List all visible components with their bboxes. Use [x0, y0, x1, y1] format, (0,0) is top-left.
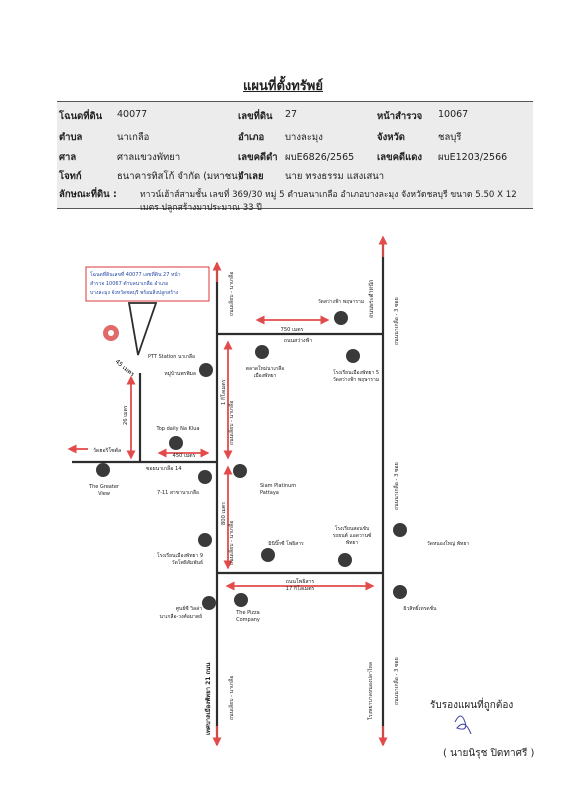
road-left-bottom-cap: เทศบาลเมืองพัทยา 21 ถนน — [205, 662, 212, 735]
lm-center2: นาเกลือ-วงศ์อมาตย์ — [159, 614, 202, 620]
survey-label: หน้าสำรวจ — [377, 111, 423, 122]
red-case-label: เลขคดีแดง — [377, 152, 423, 163]
lm-ptt: PTT Station นาเกลือ — [147, 354, 195, 360]
lm-greater: The Greater — [89, 484, 119, 490]
landno-label: เลขที่ดิน — [238, 111, 273, 122]
pizza-icon — [234, 593, 248, 607]
lm-school9: โรงเรียนเมืองพัทยา 9 — [156, 553, 203, 559]
driving-school-icon — [338, 553, 352, 567]
survey-value: 10067 — [438, 109, 469, 120]
defendant-value: นาย ทรงธรรม แสงเสนา — [285, 171, 385, 182]
amphoe-value: บางละมุง — [285, 132, 323, 143]
feature-label: ลักษณะที่ดิน : — [59, 189, 117, 200]
school-icon-2 — [198, 533, 212, 547]
lm-siam2: Pattaya — [260, 490, 279, 496]
market-icon — [255, 345, 269, 359]
lm-wat-yai: วัดหนองใหญ่ พัทยา — [426, 541, 470, 547]
shop-icon — [169, 436, 183, 450]
road-right-bot2-label: โรงพยาบาลหนองปลาไหล — [368, 661, 374, 720]
callout-line-2: สำรวจ 10067 ตำบลนาเกลือ อำเภอ — [90, 281, 169, 287]
feature-line-2: เมตร ปลูกสร้างมาประมาณ 33 ปี — [140, 203, 262, 213]
school-icon — [346, 349, 360, 363]
dist-800-label: 800 เมตร — [221, 502, 227, 525]
signer-name: ( นายนิรุช ปิดทาศรี ) — [443, 748, 535, 759]
lm-topdaily: Top daily Na Klua — [156, 426, 200, 432]
road-left-mid-label: ถนนเลียบ - นาเกลือ — [229, 400, 235, 445]
page-title: แผนที่ตั้งทรัพย์ — [243, 79, 323, 94]
lm-anuban: โรงเรียนสอนขับ — [334, 526, 370, 532]
dist-45-label: 45 เมตร — [113, 358, 136, 379]
road-right-top-label: ถนนพระตำหนัก — [369, 279, 375, 318]
lm-school: โรงเรียนเมืองพัทยา 5 — [332, 370, 380, 376]
lm-music: ผิวสิทธิ์เทรดชั่น — [403, 606, 437, 612]
residence-icon — [202, 596, 216, 610]
building-icon — [96, 463, 110, 477]
dist-1km-label: 1 กิโลเมตร — [221, 379, 227, 405]
tambon-value: นาเกลือ — [117, 132, 150, 143]
lm-market2: เมืองพัทยา — [253, 373, 277, 379]
court-label: ศาล — [59, 152, 77, 163]
temple-icon — [334, 311, 348, 325]
black-case-value: ผบE6826/2565 — [285, 152, 355, 163]
black-case-label: เลขคดีดำ — [238, 152, 278, 163]
certify-text: รับรองแผนที่ถูกต้อง — [430, 700, 514, 711]
red-case-value: ผบE1203/2566 — [438, 152, 508, 163]
lm-anuban3: พัทยา — [345, 540, 359, 546]
road-right-bot-label: ถนนนาเกลือ - 3 ซอย — [394, 657, 400, 705]
lm-center: ศูนย์ซี วิลล่า — [175, 606, 202, 612]
supermarket-icon — [261, 548, 275, 562]
signature-scribble — [455, 716, 471, 734]
store-icon — [198, 470, 212, 484]
landno-value: 27 — [285, 109, 298, 120]
dist-750-label: 750 เมตร — [280, 327, 304, 333]
road-left-mid2-label: ถนนเลียบ - นาเกลือ — [229, 520, 235, 565]
road-left-end-label: วัดฮอริโซตัล — [93, 448, 122, 454]
amphoe-label: อำเภอ — [238, 132, 265, 143]
lm-school9b: วัดโพธิสัมพันธ์ — [171, 560, 203, 566]
temple-icon-2 — [393, 523, 407, 537]
lm-siam: Siam Platinum — [260, 483, 297, 489]
deed-value: 40077 — [117, 109, 148, 120]
feature-line-1: ทาวน์เฮ้าส์สามชั้น เลขที่ 369/30 หมู่ 5 ตำบลนาเกลือ อำเภอบางละมุง จังหวัดชลบุรี ขนาด 5.50 X 12 — [140, 190, 517, 200]
lm-village: หมู่บ้านพรพิมล — [164, 371, 196, 377]
property-wedge — [129, 303, 156, 355]
plaintiff-value: ธนาคารทิสโก้ จำกัด (มหาชน) — [117, 171, 242, 182]
lm-711: 7-11 สาขานาเกลือ — [156, 490, 199, 496]
province-value: ชลบุรี — [438, 132, 462, 143]
court-value: ศาลแขวงพัทยา — [117, 152, 181, 163]
callout-line-3: บางละมุง จังหวัดชลบุรี พร้อมสิ่งปลูกสร้าง — [90, 290, 179, 296]
gas-station-icon — [199, 363, 213, 377]
lm-market: ตลาดใหม่นาเกลือ — [245, 366, 285, 372]
lm-pizza2: Company — [236, 617, 260, 623]
music-icon — [393, 585, 407, 599]
callout-line-1: โฉนดที่ดินเลขที่ 40077 เลขที่ดิน 27 หน้า — [90, 272, 181, 278]
road-left-bot-label: ถนนเลียบ - นาเกลือ — [229, 675, 235, 720]
road-pothisan-label: ถนนโพธิสาร — [285, 579, 315, 585]
road-sawangfa-label: ถนนสว่างฟ้า — [283, 338, 313, 344]
road-soi14-label: ซอยนาเกลือ 14 — [146, 466, 182, 472]
road-right-label: ถนนนาเกลือ - 3 ซอย — [394, 297, 400, 345]
lm-greater2: View — [98, 491, 110, 497]
plaintiff-label: โจทก์ — [59, 171, 82, 182]
dist-26-label: 26 เมตร — [123, 405, 129, 425]
defendant-label: จำเลย — [238, 171, 264, 182]
dist-17km-label: 17 กิโลเมตร — [285, 586, 315, 592]
province-label: จังหวัด — [377, 132, 405, 143]
lm-pizza: The Pizza — [236, 610, 260, 616]
deed-label: โฉนดที่ดิน — [59, 111, 103, 122]
road-right-mid-label: ถนนนาเกลือ - 3 ซอย — [394, 462, 400, 510]
dist-450-label: 450 เมตร — [172, 453, 196, 459]
tambon-label: ตำบล — [59, 132, 83, 143]
lm-temple: วัดสว่างฟ้า พฤษาราม — [317, 299, 365, 305]
apartment-icon — [233, 464, 247, 478]
lm-mini: มินิบิ๊กซี โพธิสาร — [268, 541, 304, 547]
road-left-top-label: ถนนเลียบ - นาเกลือ — [229, 271, 235, 316]
lm-school2: วัดสว่างฟ้า พฤษาราม — [332, 377, 380, 383]
lm-anuban2: รถยนต์ แอดวานซ์ — [332, 533, 372, 539]
